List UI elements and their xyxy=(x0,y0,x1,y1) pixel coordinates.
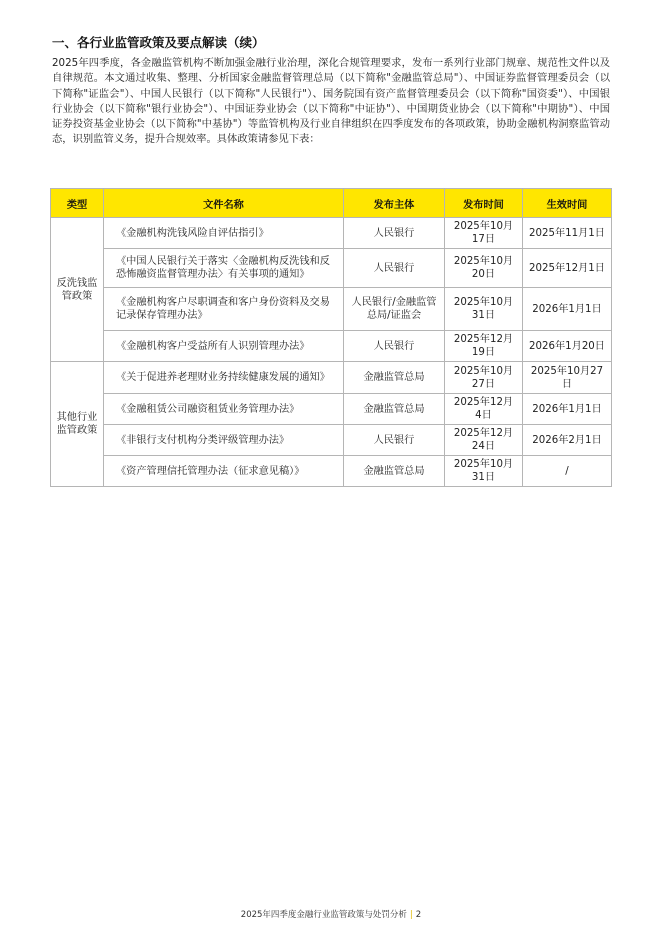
issuer-cell: 人民银行 xyxy=(344,218,445,249)
issuer-cell: 金融监管总局 xyxy=(344,394,445,425)
doc-name-cell: 《金融机构客户尽职调查和客户身份资料及交易记录保存管理办法》 xyxy=(104,288,344,331)
issuer-cell: 金融监管总局 xyxy=(344,362,445,394)
effective-date-cell: 2025年11月1日 xyxy=(523,218,612,249)
footer-separator: | xyxy=(409,910,413,920)
doc-name-cell: 《关于促进养老理财业务持续健康发展的通知》 xyxy=(104,362,344,394)
page-footer xyxy=(0,908,662,920)
issuer-cell: 人民银行 xyxy=(344,425,445,456)
page-number: 2 xyxy=(415,910,422,920)
publish-date-cell: 2025年10月20日 xyxy=(445,249,523,288)
header-doc-name: 文件名称 xyxy=(104,189,344,218)
effective-date-cell: 2025年10月27日 xyxy=(523,362,612,394)
header-effective-date: 生效时间 xyxy=(523,189,612,218)
table-row xyxy=(51,288,612,331)
table-row xyxy=(51,394,612,425)
effective-date-cell: 2026年2月1日 xyxy=(523,425,612,456)
issuer-cell: 金融监管总局 xyxy=(344,456,445,487)
doc-name-cell: 《中国人民银行关于落实〈金融机构反洗钱和反恐怖融资监督管理办法〉有关事项的通知》 xyxy=(104,249,344,288)
doc-name-cell: 《非银行支付机构分类评级管理办法》 xyxy=(104,425,344,456)
section-title: 一、各行业监管政策及要点解读（续） xyxy=(52,35,265,50)
table-row xyxy=(51,249,612,288)
publish-date-cell: 2025年12月19日 xyxy=(445,331,523,362)
publish-date-cell: 2025年12月4日 xyxy=(445,394,523,425)
table-row xyxy=(51,331,612,362)
issuer-cell: 人民银行/金融监管总局/证监会 xyxy=(344,288,445,331)
publish-date-cell: 2025年12月24日 xyxy=(445,425,523,456)
effective-date-cell: / xyxy=(523,456,612,487)
table-row xyxy=(51,362,612,394)
effective-date-cell: 2025年12月1日 xyxy=(523,249,612,288)
publish-date-cell: 2025年10月31日 xyxy=(445,288,523,331)
header-publish-date: 发布时间 xyxy=(445,189,523,218)
publish-date-cell: 2025年10月27日 xyxy=(445,362,523,394)
category-cell: 其他行业监管政策 xyxy=(51,362,104,487)
table-row xyxy=(51,218,612,249)
publish-date-cell: 2025年10月31日 xyxy=(445,456,523,487)
publish-date-cell: 2025年10月17日 xyxy=(445,218,523,249)
doc-name-cell: 《金融机构洗钱风险自评估指引》 xyxy=(104,218,344,249)
table-row xyxy=(51,425,612,456)
header-issuer: 发布主体 xyxy=(344,189,445,218)
intro-paragraph: 2025年四季度，各金融监管机构不断加强金融行业治理，深化合规管理要求，发布一系列行业部门规章、规范性文件以及自律规范。本文通过收集、整理、分析国家金融监督管理总局（以下简称"金融监管总局"）、中国证券监督管理委员会（以下简称"证监会"）、中国人民银行（以下简称"人民银行"）、国务院国有资产监督管理委员会（以下简称"国资委"）、中国银行业协会（以下简称"银行业协会"）、中国证券业协会（以下简称"中证协"）、中国期货业协会（以下简称"中期协"）、中国证券投资基金业协会（以下简称"中基协"）等监管机构及行业自律组织在四季度发布的各项政策，协助金融机构洞察监管动态，识别监管义务，提升合规效率。具体政策请参见下表： xyxy=(52,57,610,146)
table-row xyxy=(51,456,612,487)
issuer-cell: 人民银行 xyxy=(344,249,445,288)
policy-table xyxy=(50,188,612,487)
header-type: 类型 xyxy=(51,189,104,218)
effective-date-cell: 2026年1月20日 xyxy=(523,331,612,362)
table-header-row xyxy=(51,189,612,218)
doc-name-cell: 《金融机构客户受益所有人识别管理办法》 xyxy=(104,331,344,362)
issuer-cell: 人民银行 xyxy=(344,331,445,362)
effective-date-cell: 2026年1月1日 xyxy=(523,394,612,425)
footer-title: 2025年四季度金融行业监管政策与处罚分析 xyxy=(240,910,407,920)
doc-name-cell: 《资产管理信托管理办法（征求意见稿）》 xyxy=(104,456,344,487)
category-cell: 反洗钱监管政策 xyxy=(51,218,104,362)
doc-name-cell: 《金融租赁公司融资租赁业务管理办法》 xyxy=(104,394,344,425)
effective-date-cell: 2026年1月1日 xyxy=(523,288,612,331)
